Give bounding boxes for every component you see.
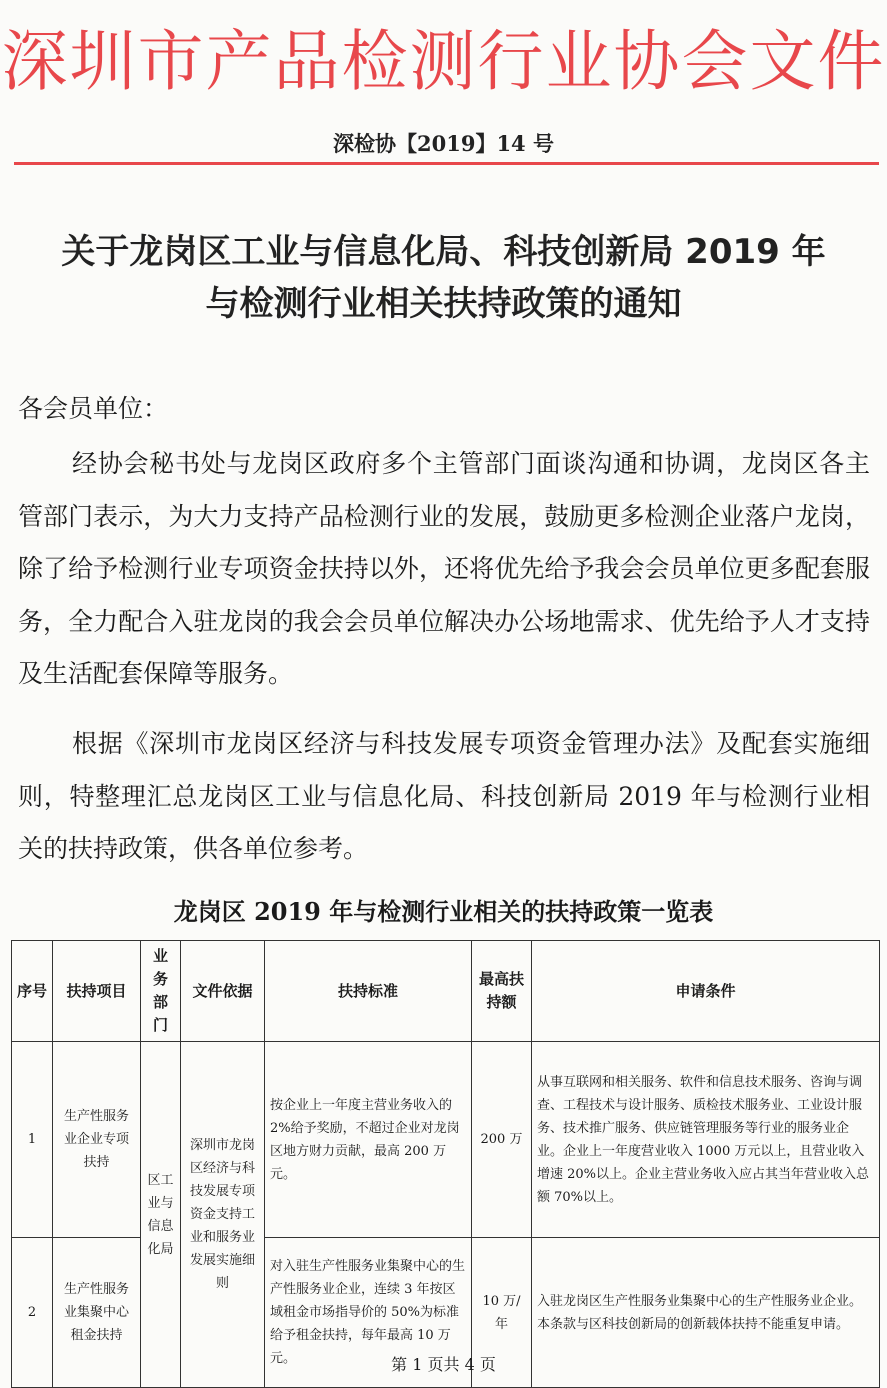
row-seq: 1 <box>12 1042 53 1238</box>
header-max-amount: 最高扶持额 <box>472 941 532 1042</box>
row-project: 生产性服务业集聚中心租金扶持 <box>53 1238 141 1388</box>
condition-line: 本条款与区科技创新局的创新载体扶持不能重复申请。 <box>537 1316 850 1332</box>
header-project: 扶持项目 <box>53 941 141 1042</box>
body-paragraph-1: 经协会秘书处与龙岗区政府多个主管部门面谈沟通和协调，龙岗区各主管部门表示，为大力支持产品检测行业的发展，鼓励更多检测企业落户龙岗，除了给予检测行业专项资金扶持以外，还将优先给予我会会员单位更多配套服务，全力配合入驻龙岗的我会会员单位解决办公场地需求、优先给予人才支持及生活配套保障等服务。 <box>18 449 870 688</box>
body-paragraph-2: 根据《深圳市龙岗区经济与科技发展专项资金管理办法》及配套实施细则，特整理汇总龙岗区工业与信息化局、科技创新局 2019 年与检测行业相关的扶持政策，供各单位参考。 <box>18 729 870 863</box>
table-caption: 龙岗区 2019 年与检测行业相关的扶持政策一览表 <box>173 897 714 926</box>
header-standard: 扶持标准 <box>265 941 472 1042</box>
row-conditions: 从事互联网和相关服务、软件和信息技术服务、咨询与调查、工程技术与设计服务、质检技术服务业、工业设计服务、技术推广服务、供应链管理服务等行业的服务业企业。企业上一年度营业收入 1000 万元以上，且营业收入增速 20%以上。企业主营业务收入应占其当年营业收入总额 70%以上。 <box>532 1042 880 1238</box>
row-seq: 2 <box>12 1238 53 1388</box>
salutation: 各会员单位： <box>18 394 169 423</box>
header-basis: 文件依据 <box>181 941 265 1042</box>
department-cell: 区工业与信息化局 <box>141 1042 181 1388</box>
condition-line: 入驻龙岗区生产性服务业集聚中心的生产性服务业企业。 <box>537 1293 863 1309</box>
basis-cell: 深圳市龙岗区经济与科技发展专项资金支持工业和服务业发展实施细则 <box>181 1042 265 1388</box>
notice-title-line2: 与检测行业相关扶持政策的通知 <box>205 284 682 324</box>
notice-title-line1: 关于龙岗区工业与信息化局、科技创新局 2019 年 <box>61 232 826 272</box>
row-max-amount: 10 万/年 <box>472 1238 532 1388</box>
row-project: 生产性服务业企业专项扶持 <box>53 1042 141 1238</box>
row-standard: 对入驻生产性服务业集聚中心的生产性服务业企业，连续 3 年按区域租金市场指导价的 50%为标准给予租金扶持，每年最高 10 万元。 <box>265 1238 472 1388</box>
row-max-amount: 200 万 <box>472 1042 532 1238</box>
table-header-row <box>12 941 880 1042</box>
header-department: 业务部门 <box>141 941 181 1042</box>
page-footer: 第 1 页共 4 页 <box>391 1355 496 1374</box>
table-row <box>12 1042 880 1238</box>
policy-table <box>11 940 880 1388</box>
header-seq: 序号 <box>12 941 53 1042</box>
org-title: 深圳市产品检测行业协会文件 <box>1 23 886 100</box>
row-standard: 按企业上一年度主营业务收入的 2%给予奖励，不超过企业对龙岗区地方财力贡献，最高 200 万元。 <box>265 1042 472 1238</box>
red-divider <box>14 162 879 165</box>
document-number: 深检协【2019】14 号 <box>333 131 554 156</box>
header-conditions: 申请条件 <box>532 941 880 1042</box>
